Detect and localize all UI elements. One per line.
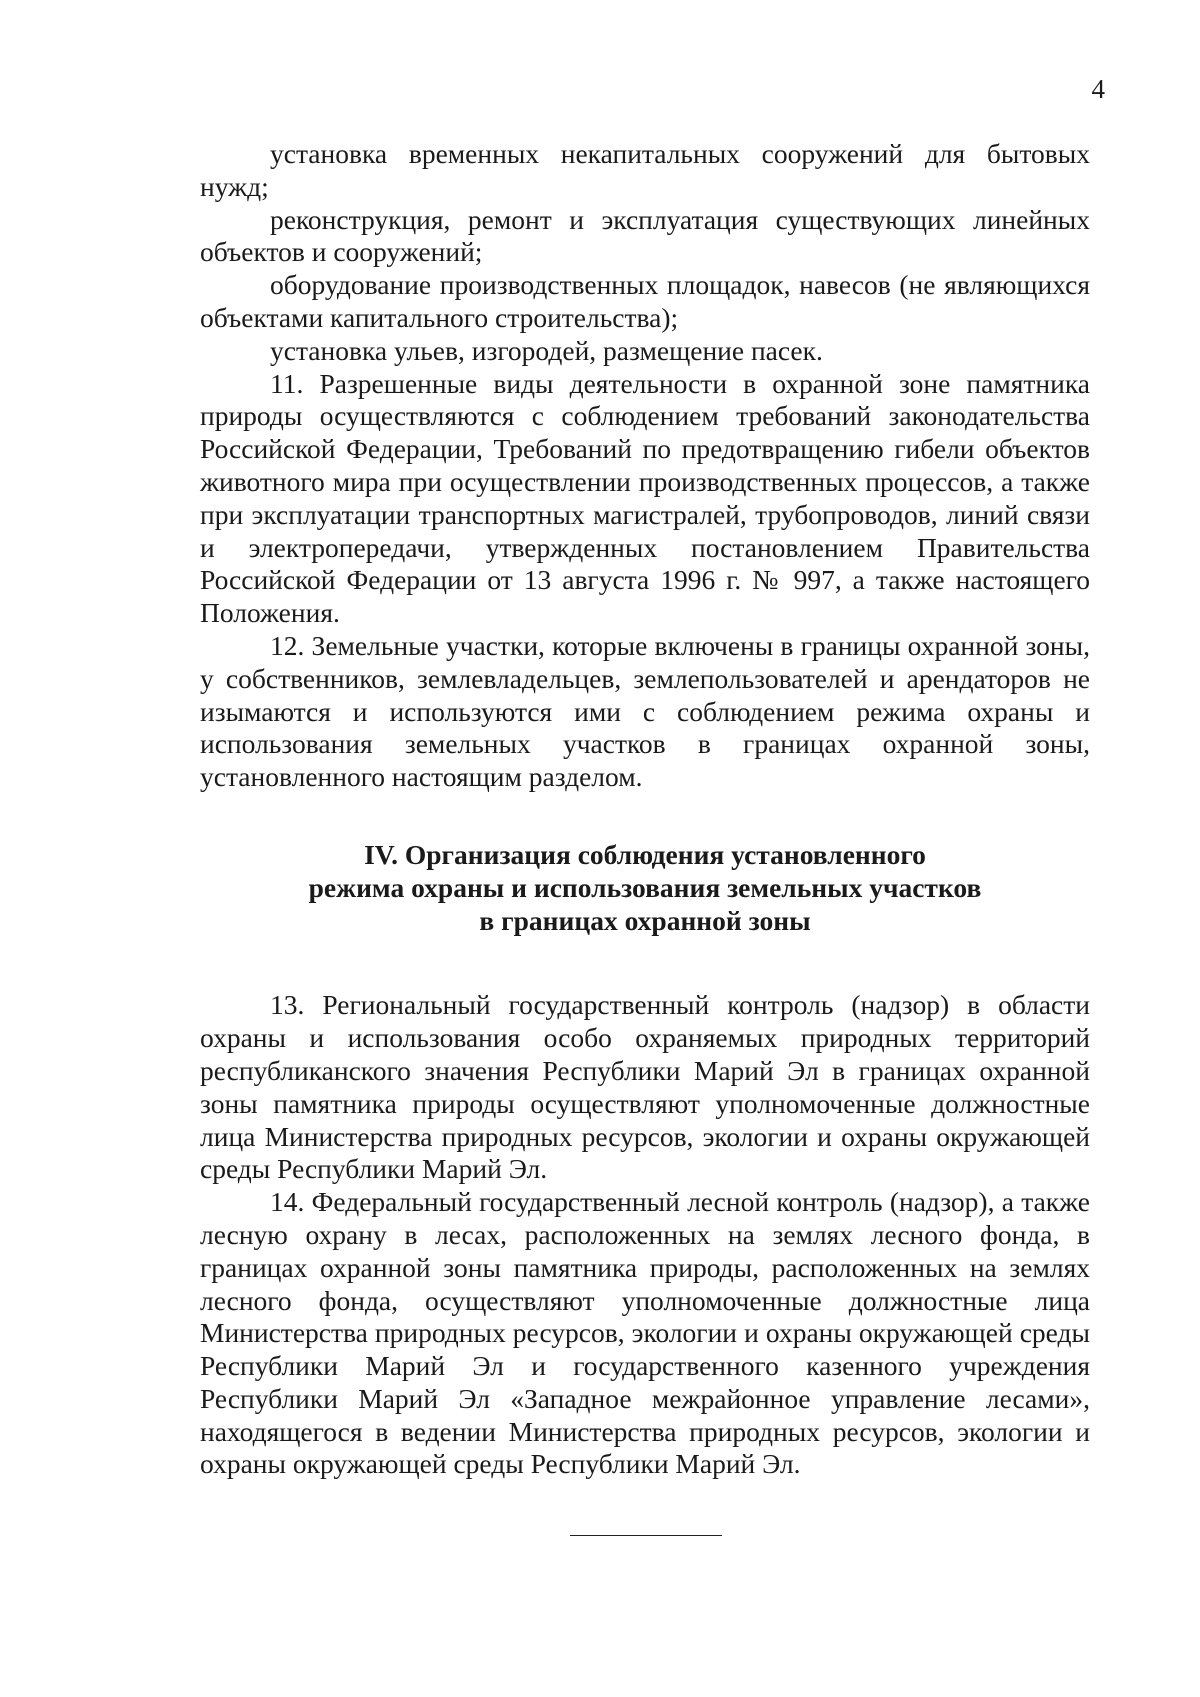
paragraph-beehives: установка ульев, изгородей, размещение пасек. [270, 334, 823, 366]
document-body [200, 138, 1090, 1481]
paragraph-13: 13. Региональный государственный контроль (надзор) в области охраны и использования особо охраняемых природных территорий республиканского значения Республики Марий Эл в границах охранной зоны памятника природы осуществляют уполномоченные должностные лица Министерства природных ресурсов, экологии и охраны окружающей среды Республики Марий Эл. [200, 989, 1090, 1185]
paragraph-temporary-structures: установка временных некапитальных сооружений для бытовых нужд; [200, 138, 1090, 202]
paragraph-production-sites: оборудование производственных площадок, навесов (не являющихся объектами капитального строительства); [200, 269, 1090, 333]
page-number: 4 [1091, 74, 1105, 104]
section-heading-line-2: режима охраны и использования земельных участков [308, 871, 982, 903]
section-heading-line-1: IV. Организация соблюдения установленного [364, 838, 926, 870]
paragraph-12: 12. Земельные участки, которые включены в границы охранной зоны, у собственников, землевладельцев, землепользователей и арендаторов не изымаются и используются ими с соблюдением режима охраны и использования земельных участков в границах охранной зоны, установленного настоящим разделом. [200, 629, 1090, 793]
section-heading-iv [200, 839, 1090, 937]
end-of-document-rule [570, 1535, 722, 1536]
paragraph-11: 11. Разрешенные виды деятельности в охранной зоне памятника природы осуществляются с соблюдением требований законодательства Российской Федерации, Требований по предотвращению гибели объектов животного мира при осуществлении производственных процессов, а также при эксплуатации транспортных магистралей, трубопроводов, линий связи и электропередачи, утвержденных постановлением Правительства Российской Федерации от 13 августа 1996 г. № 997, а также настоящего Положения. [200, 367, 1090, 629]
section-heading-line-3: в границах охранной зоны [479, 904, 811, 936]
paragraph-14: 14. Федеральный государственный лесной контроль (надзор), а также лесную охрану в лесах, расположенных на землях лесного фонда, в границах охранной зоны памятника природы, расположенных на землях лесного фонда, осуществляют уполномоченные должностные лица Министерства природных ресурсов, экологии и охраны окружающей среды Республики Марий Эл и государственного казенного учреждения Республики Марий Эл «Западное межрайонное управление лесами», находящегося в ведении Министерства природных ресурсов, экологии и охраны окружающей среды Республики Марий Эл. [200, 1186, 1090, 1480]
paragraph-reconstruction: реконструкция, ремонт и эксплуатация существующих линейных объектов и сооружений; [200, 203, 1090, 268]
